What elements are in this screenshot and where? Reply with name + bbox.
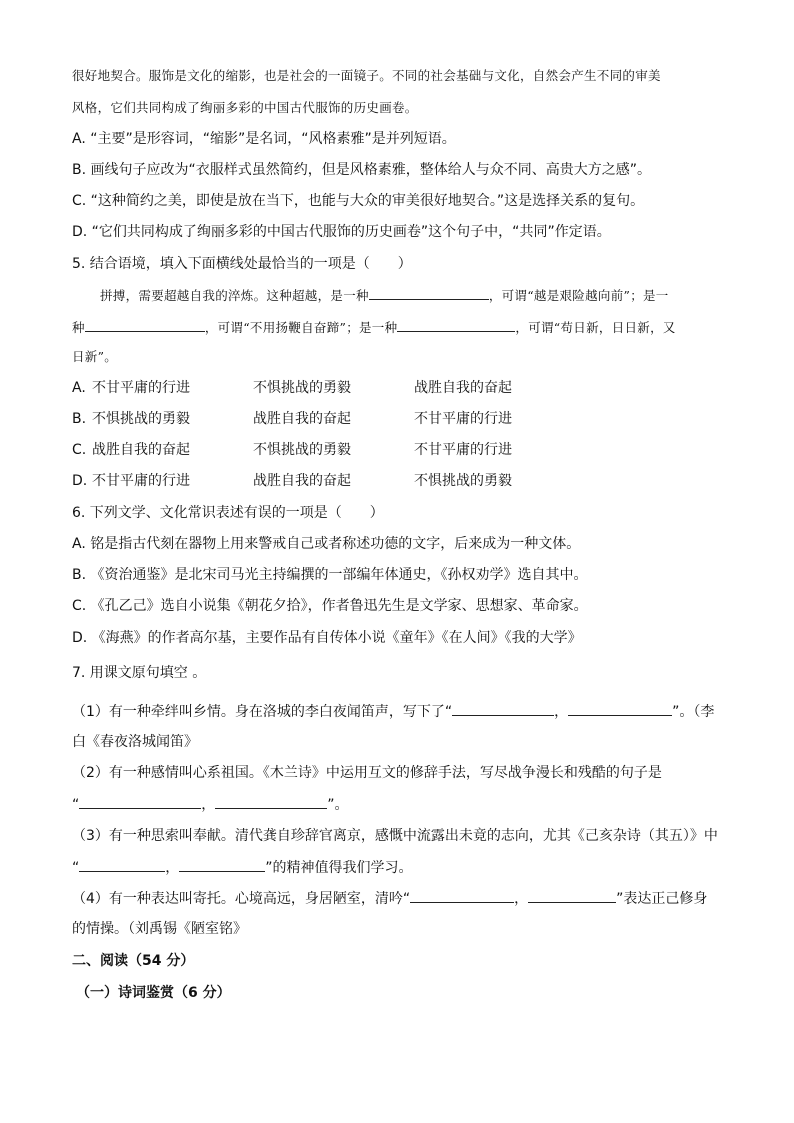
q5-text: ，可谓“苟日新，日日新，又 (515, 320, 676, 335)
q7-item-4-source: 的情操。（刘禹锡《陋室铭》 (72, 921, 247, 937)
q5-option-d-letter: D. (72, 473, 88, 489)
q6-stem: 6. 下列文学、文化常识表述有误的一项是（ ） (72, 505, 384, 521)
q6-option-a: A. 铭是指古代刻在器物上用来警戒自己或者称述功德的文字，后来成为一种文体。 (72, 536, 581, 552)
q7-item-2-blanks (72, 794, 349, 815)
q7-text: “ (72, 797, 80, 813)
q5-option-c-choice-1: 战胜自我的奋起 (92, 442, 190, 458)
q5-text: ，可谓“不用扬鞭自奋蹄”；是一种 (204, 320, 398, 335)
q5-stem: 5. 结合语境，填入下面横线处最恰当的一项是（ ） (72, 256, 412, 272)
q5-option-b-letter: B. (72, 411, 87, 427)
q7-text: ， (201, 797, 216, 813)
q7-text: ， (165, 860, 180, 876)
q4-option-b: B. 画线句子应改为“衣服样式虽然简约，但是风格素雅，整体给人与众不同、高贵大方之感”。 (72, 162, 652, 178)
q7-item-3-blanks (72, 857, 413, 878)
q6-option-b: B. 《资治通鉴》是北宋司马光主持编撰的一部编年体通史，《孙权劝学》选自其中。 (72, 567, 588, 583)
q4-option-c: C. “这种简约之美，即使是放在当下，也能与大众的审美很好地契合。”这是选择关系的复句。 (72, 193, 645, 209)
q5-option-b-choice-3: 不甘平庸的行进 (414, 411, 512, 427)
q7-text: ， (554, 704, 569, 720)
q7-text: ， (514, 891, 529, 907)
q5-passage-line-3: 日新”。 (72, 349, 118, 364)
q5-option-c-choice-3: 不甘平庸的行进 (414, 442, 512, 458)
q5-option-a-choice-3: 战胜自我的奋起 (414, 380, 512, 396)
q5-option-d-choice-3: 不惧挑战的勇毅 (414, 473, 512, 489)
q6-option-d: D. 《海燕》的作者高尔基，主要作品有自传体小说《童年》《在人间》《我的大学》 (72, 630, 582, 646)
q5-option-a-choice-2: 不惧挑战的勇毅 (253, 380, 351, 396)
q5-text: ，可谓“越是艰险越向前”；是一 (488, 288, 669, 303)
q7-text: （1）有一种牵绊叫乡情。身在洛城的李白夜闻笛声，写下了“ (72, 704, 453, 720)
q4-option-d: D. “它们共同构成了绚丽多彩的中国古代服饰的历史画卷”这个句子中，“共同”作定语。 (72, 224, 611, 240)
q7-blank-1[interactable] (452, 701, 554, 716)
q7-text: ”的精神值得我们学习。 (265, 860, 413, 876)
section-title-reading: 二、阅读（54 分） (72, 953, 195, 969)
q7-text: ”表达正己修身 (616, 891, 708, 907)
q4-option-a: A. “主要”是形容词，“缩影”是名词，“风格素雅”是并列短语。 (72, 131, 456, 147)
q7-blank-7[interactable] (410, 888, 514, 903)
q7-text: ”。（李 (672, 704, 715, 720)
q7-blank-3[interactable] (79, 794, 201, 809)
q7-item-4 (72, 888, 707, 909)
subsection-title-poetry: （一）诗词鉴赏（6 分） (76, 985, 231, 1001)
q7-blank-8[interactable] (528, 888, 616, 903)
q5-text: 种 (72, 320, 85, 335)
q5-blank-3[interactable] (397, 317, 515, 332)
q5-option-b-choice-2: 战胜自我的奋起 (253, 411, 351, 427)
q7-blank-2[interactable] (568, 701, 672, 716)
passage-line-1: 很好地契合。服饰是文化的缩影，也是社会的一面镜子。不同的社会基础与文化，自然会产生不同的审美 (72, 68, 661, 83)
q5-option-d-choice-2: 战胜自我的奋起 (253, 473, 351, 489)
q6-option-c: C. 《孔乙己》选自小说集《朝花夕拾》，作者鲁迅先生是文学家、思想家、革命家。 (72, 598, 588, 614)
q7-blank-6[interactable] (179, 857, 265, 872)
q5-option-d-choice-1: 不甘平庸的行进 (92, 473, 190, 489)
q5-passage-line-2 (72, 317, 676, 338)
q7-item-1 (72, 701, 714, 722)
q7-text: ”。 (327, 797, 349, 813)
q5-passage-line-1 (100, 285, 669, 306)
passage-line-2: 风格，它们共同构成了绚丽多彩的中国古代服饰的历史画卷。 (72, 100, 418, 115)
q7-item-1-source: 白《春夜洛城闻笛》 (72, 734, 198, 750)
q5-text: 拼搏，需要超越自我的淬炼。这种超越，是一种 (100, 288, 369, 303)
q7-item-2: （2）有一种感情叫心系祖国。《木兰诗》中运用互文的修辞手法，写尽战争漫长和残酷的句子是 (72, 765, 662, 781)
q7-item-3: （3）有一种思索叫奉献。清代龚自珍辞官离京，感慨中流露出未竟的志向，尤其《己亥杂诗（其五）》中 (72, 828, 718, 844)
q5-blank-1[interactable] (369, 285, 489, 300)
q5-option-b-choice-1: 不惧挑战的勇毅 (92, 411, 190, 427)
q5-option-a-choice-1: 不甘平庸的行进 (92, 380, 190, 396)
q7-stem: 7. 用课文原句填空 。 (72, 665, 207, 681)
q7-text: （4）有一种表达叫寄托。心境高远，身居陋室，清吟“ (72, 891, 411, 907)
q5-blank-2[interactable] (85, 317, 205, 332)
q7-blank-5[interactable] (79, 857, 165, 872)
q7-text: “ (72, 860, 80, 876)
q5-option-c-choice-2: 不惧挑战的勇毅 (253, 442, 351, 458)
q5-option-a-letter: A. (72, 380, 86, 396)
q7-blank-4[interactable] (215, 794, 327, 809)
q5-option-c-letter: C. (72, 442, 87, 458)
